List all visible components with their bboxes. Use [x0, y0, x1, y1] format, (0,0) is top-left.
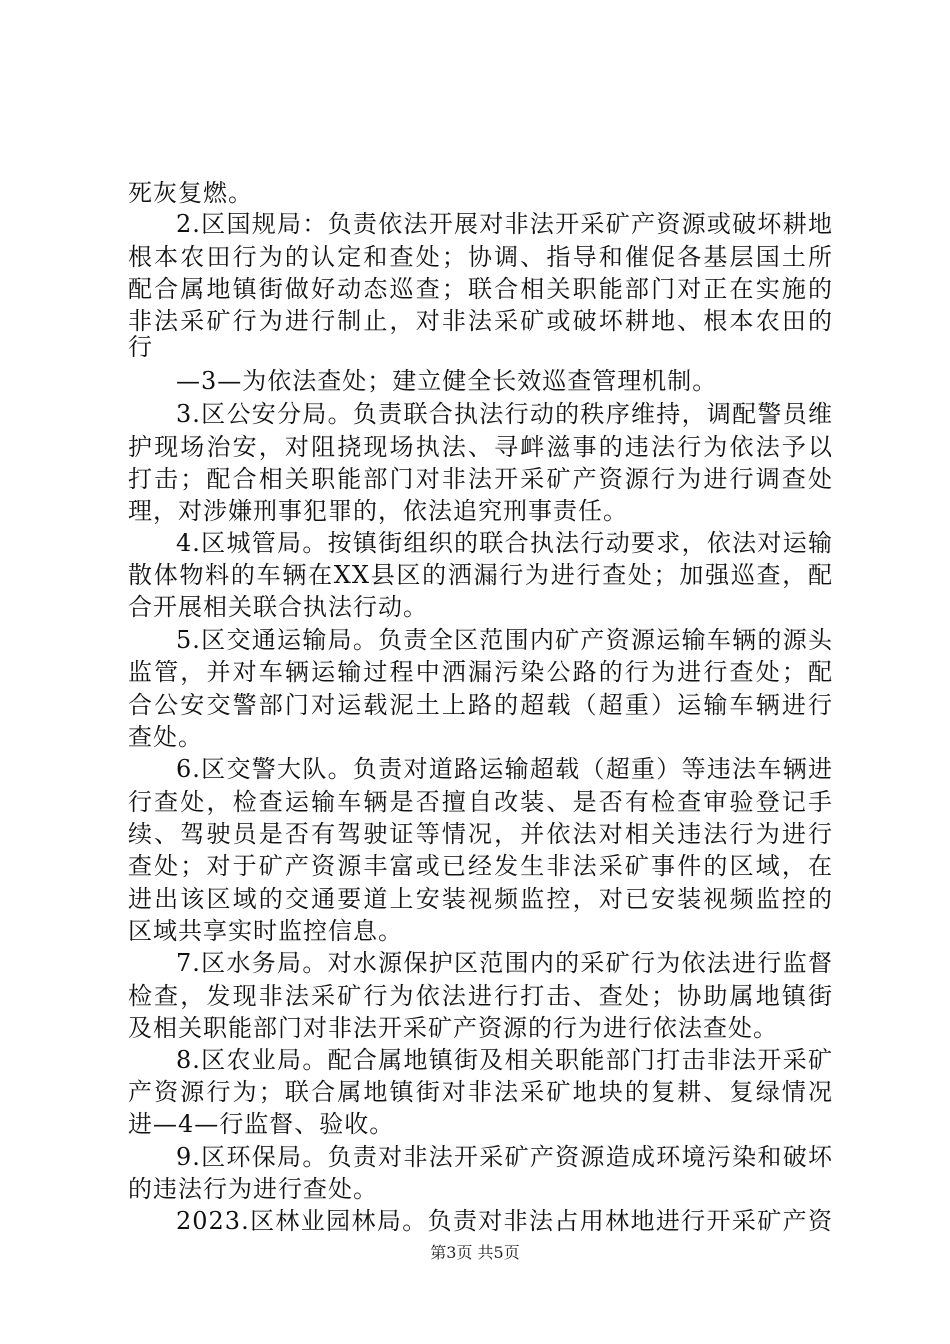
- text-line: 查处。: [128, 723, 203, 751]
- text-line: 9.区环保局。负责对非法开采矿产资源造成环境污染和破坏: [176, 1143, 833, 1171]
- text-line: 的违法行为进行查处。: [128, 1175, 378, 1203]
- text-line: 进—4—行监督、验收。: [128, 1110, 395, 1138]
- text-line: 配合属地镇街做好动态巡查；联合相关职能部门对正在实施的: [128, 275, 833, 303]
- text-line: 2.区国规局：负责依法开展对非法开采矿产资源或破坏耕地: [176, 210, 833, 238]
- text-line: 7.区水务局。对水源保护区范围内的采矿行为依法进行监督: [176, 949, 833, 977]
- text-line: 4.区城管局。按镇街组织的联合执法行动要求，依法对运输: [176, 529, 833, 557]
- text-line: —3—为依法查处；建立健全长效巡查管理机制。: [176, 367, 718, 395]
- text-line: 根本农田行为的认定和查处；协调、指导和催促各基层国土所: [128, 243, 833, 271]
- text-line: 非法采矿行为进行制止，对非法采矿或破坏耕地、根本农田的: [128, 307, 833, 335]
- text-line: 进出该区域的交通要道上安装视频监控，对已安装视频监控的: [128, 885, 833, 913]
- text-line: 3.区公安分局。负责联合执法行动的秩序维持，调配警员维: [176, 400, 833, 428]
- text-line: 续、驾驶员是否有驾驶证等情况，并依法对相关违法行为进行: [128, 820, 833, 848]
- text-line: 合开展相关联合执法行动。: [128, 593, 428, 621]
- text-line: 合公安交警部门对运载泥土上路的超载（超重）运输车辆进行: [128, 691, 833, 719]
- text-line: 散体物料的车辆在XX县区的洒漏行为进行查处；加强巡查，配: [128, 561, 833, 589]
- text-line: 打击；配合相关职能部门对非法开采矿产资源行为进行调查处: [128, 465, 833, 493]
- text-line: 检查，发现非法采矿行为依法进行打击、查处；协助属地镇街: [128, 982, 833, 1010]
- text-line: 5.区交通运输局。负责全区范围内矿产资源运输车辆的源头: [176, 626, 833, 654]
- page-number-footer: 第3页 共5页: [430, 1243, 520, 1262]
- text-line: 及相关职能部门对非法开采矿产资源的行为进行依法查处。: [128, 1014, 778, 1042]
- text-line: 监管，并对车辆运输过程中洒漏污染公路的行为进行查处；配: [128, 658, 833, 686]
- text-line: 区域共享实时监控信息。: [128, 917, 403, 945]
- text-line: 查处；对于矿产资源丰富或已经发生非法采矿事件的区域，在: [128, 852, 833, 880]
- text-line: 护现场治安，对阻挠现场执法、寻衅滋事的违法行为依法予以: [128, 433, 833, 461]
- text-line: 产资源行为；联合属地镇街对非法采矿地块的复耕、复绿情况: [128, 1078, 833, 1106]
- text-line: 6.区交警大队。负责对道路运输超载（超重）等违法车辆进: [176, 755, 833, 783]
- text-line: 死灰复燃。: [128, 179, 253, 207]
- text-line: 行查处，检查运输车辆是否擅自改装、是否有检查审验登记手: [128, 788, 833, 816]
- text-line: 2023.区林业园林局。负责对非法占用林地进行开采矿产资: [176, 1207, 833, 1235]
- text-line: 行: [128, 333, 153, 361]
- text-line: 8.区农业局。配合属地镇街及相关职能部门打击非法开采矿: [176, 1046, 833, 1074]
- text-line: 理，对涉嫌刑事犯罪的，依法追究刑事责任。: [128, 497, 628, 525]
